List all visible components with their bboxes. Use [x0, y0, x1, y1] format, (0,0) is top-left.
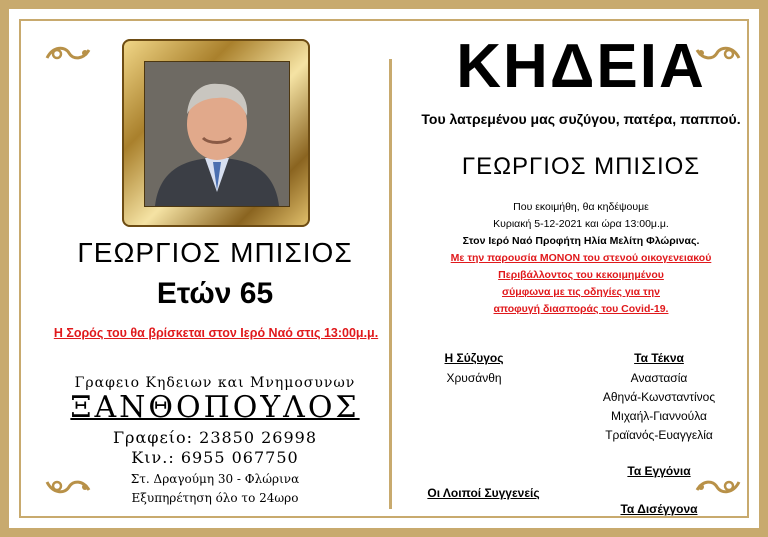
flourish-ornament-icon: [45, 42, 93, 64]
office-phone: Γραφείο: 23850 26998: [112, 428, 318, 447]
spouse-name: Χρυσάνθη: [446, 371, 502, 385]
child-name: Αναστασία: [630, 371, 688, 385]
office-service: Εξυπηρέτηση όλο το 24ωρο: [131, 491, 299, 505]
child-name: Τραϊανός-Ευαγγελία: [605, 428, 713, 442]
covid-line: Περιβάλλοντος του κεκοιμημένου: [498, 269, 664, 281]
covid-notice: [401, 250, 761, 318]
portrait-frame: [122, 39, 310, 227]
intro-text: Του λατρεμένου μας συζύγου, πατέρα, παππού.: [421, 111, 741, 127]
portrait-photo: [144, 61, 290, 207]
person-icon: [145, 62, 289, 206]
covid-line: αποφυγή διασποράς του Covid-19.: [493, 303, 669, 315]
deceased-name: ΓΕΩΡΓΙΟΣ ΜΠΙΣΙΟΣ: [77, 237, 353, 268]
covid-line: Με την παρουσία ΜΟΝΟΝ του στενού οικογενειακού: [450, 252, 712, 264]
great-grandchildren-heading: Τα Δισέγγονα: [620, 502, 698, 516]
spouse-heading: Η Σύζυγος: [444, 351, 504, 365]
detail-line: Κυριακή 5-12-2021 και ώρα 13:00μ.μ.: [493, 218, 669, 230]
grandchildren-heading: Τα Εγγόνια: [627, 464, 691, 478]
covid-line: σύμφωνα με τις οδηγίες για την: [502, 286, 660, 298]
office-address: Στ. Δραγούμη 30 - Φλώρινα: [130, 472, 300, 486]
funeral-office-name: ΞΑΝΘΟΠΟΥΛΟΣ: [70, 390, 360, 425]
funeral-heading: ΚΗΔΕΙΑ: [456, 32, 706, 101]
relatives-heading: Οι Λοιποί Συγγενείς: [427, 486, 540, 500]
office-info: [39, 470, 391, 508]
detail-line: Στον Ιερό Ναό Προφήτη Ηλία Μελίτη Φλώρινας.: [462, 235, 700, 247]
children-list: [574, 369, 744, 445]
funeral-office-title: Γραφειο Κηδειων και Μνημοσυνων: [74, 375, 356, 391]
coffin-note: Η Σορός του θα βρίσκεται στον Ιερό Ναό στις 13:00μ.μ.: [53, 326, 379, 340]
child-name: Αθηνά-Κωνσταντίνος: [602, 390, 716, 404]
detail-line: Που εκοιμήθη, θα κηδέψουμε: [513, 201, 649, 213]
service-details: [401, 199, 761, 250]
children-heading: Τα Τέκνα: [634, 351, 684, 365]
office-phones: [39, 428, 391, 468]
age-label: Ετών 65: [156, 277, 274, 310]
deceased-name-right: ΓΕΩΡΓΙΟΣ ΜΠΙΣΙΟΣ: [461, 153, 701, 180]
flourish-ornament-icon: [693, 476, 741, 498]
child-name: Μιχαήλ-Γιαννούλα: [611, 409, 707, 423]
mobile-phone: Κιν.: 6955 067750: [131, 448, 299, 467]
